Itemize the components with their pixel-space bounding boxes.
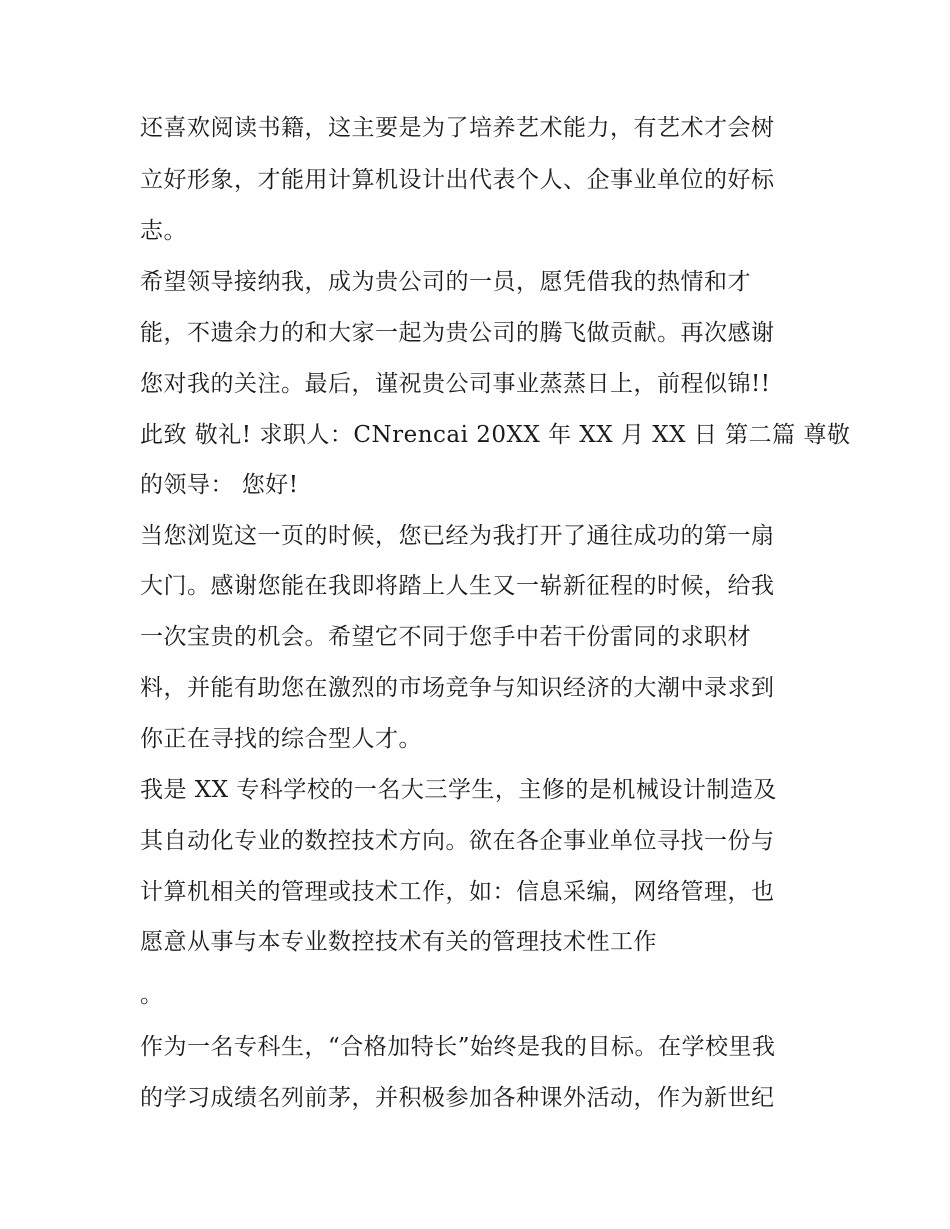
text-line: 愿意从事与本专业数控技术有关的管理技术性工作 (140, 929, 657, 955)
text-line: 料，并能有助您在激烈的市场竞争与知识经济的大潮中录求到 (140, 675, 775, 701)
text-line: 您对我的关注。最后，谨祝贵公司事业蒸蒸日上，前程似锦!! (140, 371, 771, 397)
text-line: 其自动化专业的数控技术方向。欲在各企事业单位寻找一份与 (140, 828, 775, 854)
text-line: 大门。感谢您能在我即将踏上人生又一崭新征程的时候，给我 (140, 573, 775, 599)
text-line: 能，不遗余力的和大家一起为贵公司的腾飞做贡献。再次感谢 (140, 320, 775, 346)
text-line: 还喜欢阅读书籍，这主要是为了培养艺术能力，有艺术才会树 (140, 115, 775, 141)
text-line: 一次宝贵的机会。希望它不同于您手中若干份雷同的求职材 (140, 624, 751, 650)
text-line: 作为一名专科生，“合格加特长”始终是我的目标。在学校里我 (140, 1034, 776, 1060)
text-line: 计算机相关的管理或技术工作，如：信息采编，网络管理，也 (140, 879, 775, 905)
text-line: 当您浏览这一页的时候，您已经为我打开了通往成功的第一扇 (140, 523, 775, 549)
text-line: 我是 XX 专科学校的一名大三学生，主修的是机械设计制造及 (140, 777, 777, 803)
text-line: 立好形象，才能用计算机设计出代表个人、企事业单位的好标 (140, 167, 775, 193)
text-line: 希望领导接纳我，成为贵公司的一员，愿凭借我的热情和才 (140, 269, 751, 295)
text-line: 此致 敬礼! 求职人：CNrencai 20XX 年 XX 月 XX 日 第二篇 尊敬 (140, 422, 851, 448)
text-line: 的领导： 您好! (140, 472, 299, 498)
text-line: 。 (140, 982, 164, 1008)
text-line: 志。 (140, 218, 187, 244)
text-line: 的学习成绩名列前茅，并积极参加各种课外活动，作为新世纪 (140, 1085, 775, 1111)
text-line: 你正在寻找的综合型人才。 (140, 726, 422, 752)
